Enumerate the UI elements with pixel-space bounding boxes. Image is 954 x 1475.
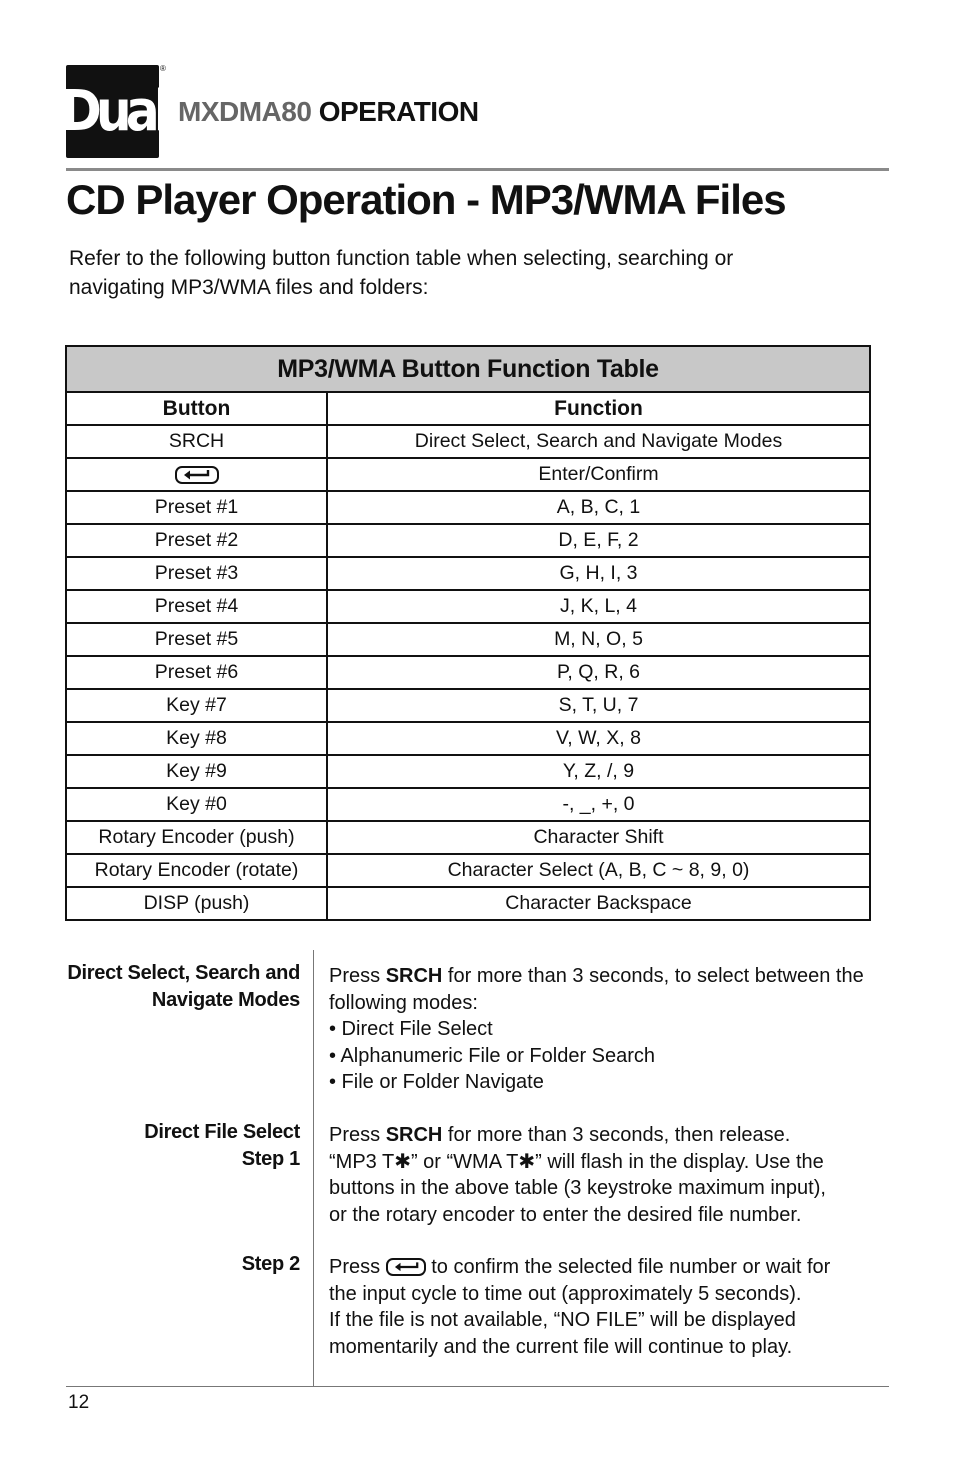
button-cell: DISP (push) [66, 887, 327, 920]
function-cell: P, Q, R, 6 [327, 656, 870, 689]
function-cell: Direct Select, Search and Navigate Modes [327, 425, 870, 458]
function-cell: Enter/Confirm [327, 458, 870, 491]
dual-logo: Dual [66, 65, 159, 158]
table-caption: MP3/WMA Button Function Table [66, 346, 870, 392]
step1-description [329, 1122, 889, 1228]
bullet-item: • Alphanumeric File or Folder Search [329, 1044, 656, 1067]
registered-mark: ® [160, 64, 166, 73]
button-cell: Preset #2 [66, 524, 327, 557]
table-row [66, 821, 870, 854]
button-cell: Preset #1 [66, 491, 327, 524]
button-cell: Preset #4 [66, 590, 327, 623]
text-line: momentarily and the current file will continue to play. [329, 1335, 793, 1358]
function-cell: Y, Z, /, 9 [327, 755, 870, 788]
label-line: Direct File Select [144, 1121, 300, 1143]
text-line: the input cycle to time out (approximately 5 seconds). [329, 1282, 802, 1305]
function-cell: M, N, O, 5 [327, 623, 870, 656]
function-cell: V, W, X, 8 [327, 722, 870, 755]
table-row [66, 458, 870, 491]
bullet-item: • File or Folder Navigate [329, 1071, 544, 1093]
table-row [66, 590, 870, 623]
function-cell: D, E, F, 2 [327, 524, 870, 557]
table-row [66, 557, 870, 590]
bullet-item: • Direct File Select [329, 1018, 493, 1040]
table-row [66, 887, 870, 920]
text-fragment: for more than 3 seconds, then release. [442, 1124, 791, 1146]
text-fragment: Press [329, 965, 381, 987]
text-line [329, 1122, 889, 1149]
step2-label: Step 2 [241, 1253, 300, 1275]
operation-label: OPERATION [318, 96, 479, 127]
footer-divider [66, 1386, 889, 1387]
function-cell: Character Shift [327, 821, 870, 854]
page-title: CD Player Operation - MP3/WMA Files [66, 176, 786, 223]
text-fragment: for more than 3 seconds, to select between the [442, 965, 864, 987]
function-cell: -, _, +, 0 [327, 788, 870, 821]
table-row [66, 623, 870, 656]
header-divider [66, 168, 889, 171]
table-row [66, 722, 870, 755]
button-cell [66, 458, 327, 491]
function-cell: A, B, C, 1 [327, 491, 870, 524]
srch-key: SRCH [385, 1124, 443, 1146]
text-fragment: Press [329, 1256, 381, 1278]
text-fragment: Press [329, 1124, 381, 1146]
text-line [329, 1254, 889, 1281]
button-cell: Preset #5 [66, 623, 327, 656]
function-cell: Character Select (A, B, C ~ 8, 9, 0) [327, 854, 870, 887]
text-line: “MP3 T✱” or “WMA T✱” will flash in the display. Use the [329, 1150, 824, 1173]
label-line: Direct Select, Search and [67, 962, 300, 984]
enter-icon [175, 466, 219, 484]
text-line: or the rotary encoder to enter the desired file number. [329, 1203, 802, 1226]
function-cell: S, T, U, 7 [327, 689, 870, 722]
header-title [178, 96, 479, 128]
model-name: MXDMA80 [178, 96, 312, 127]
button-cell: Rotary Encoder (push) [66, 821, 327, 854]
button-cell: Key #9 [66, 755, 327, 788]
column-header-function: Function [327, 392, 870, 425]
enter-icon [386, 1258, 426, 1276]
srch-key: SRCH [385, 965, 443, 987]
text-fragment: to confirm the selected file number or wait for [425, 1256, 831, 1278]
column-header-button: Button [66, 392, 327, 425]
button-cell: Key #0 [66, 788, 327, 821]
button-cell: Preset #3 [66, 557, 327, 590]
table-row [66, 755, 870, 788]
text-line: following modes: [329, 991, 478, 1014]
text-line: If the file is not available, “NO FILE” will be displayed [329, 1309, 796, 1331]
label-line: Step 1 [241, 1148, 300, 1170]
table-row [66, 524, 870, 557]
button-cell: Rotary Encoder (rotate) [66, 854, 327, 887]
intro-line: navigating MP3/WMA files and folders: [69, 276, 429, 299]
table-row [66, 491, 870, 524]
table-row [66, 854, 870, 887]
table-row [66, 425, 870, 458]
modes-label [67, 960, 300, 1014]
modes-description [329, 963, 889, 1096]
button-cell: Preset #6 [66, 656, 327, 689]
step1-label [144, 1119, 300, 1173]
table-row [66, 788, 870, 821]
intro-paragraph [69, 244, 869, 302]
step2-description [329, 1254, 889, 1360]
function-cell: Character Backspace [327, 887, 870, 920]
button-cell: Key #7 [66, 689, 327, 722]
table-row [66, 656, 870, 689]
function-cell: J, K, L, 4 [327, 590, 870, 623]
button-cell: SRCH [66, 425, 327, 458]
section-divider [313, 950, 314, 1386]
function-cell: G, H, I, 3 [327, 557, 870, 590]
button-function-table [65, 345, 871, 921]
page-number: 12 [68, 1392, 90, 1413]
button-cell: Key #8 [66, 722, 327, 755]
intro-line: Refer to the following button function table when selecting, searching or [69, 247, 734, 270]
table-row [66, 689, 870, 722]
label-line: Navigate Modes [151, 989, 300, 1011]
text-line [329, 963, 889, 990]
text-line: buttons in the above table (3 keystroke maximum input), [329, 1177, 826, 1199]
